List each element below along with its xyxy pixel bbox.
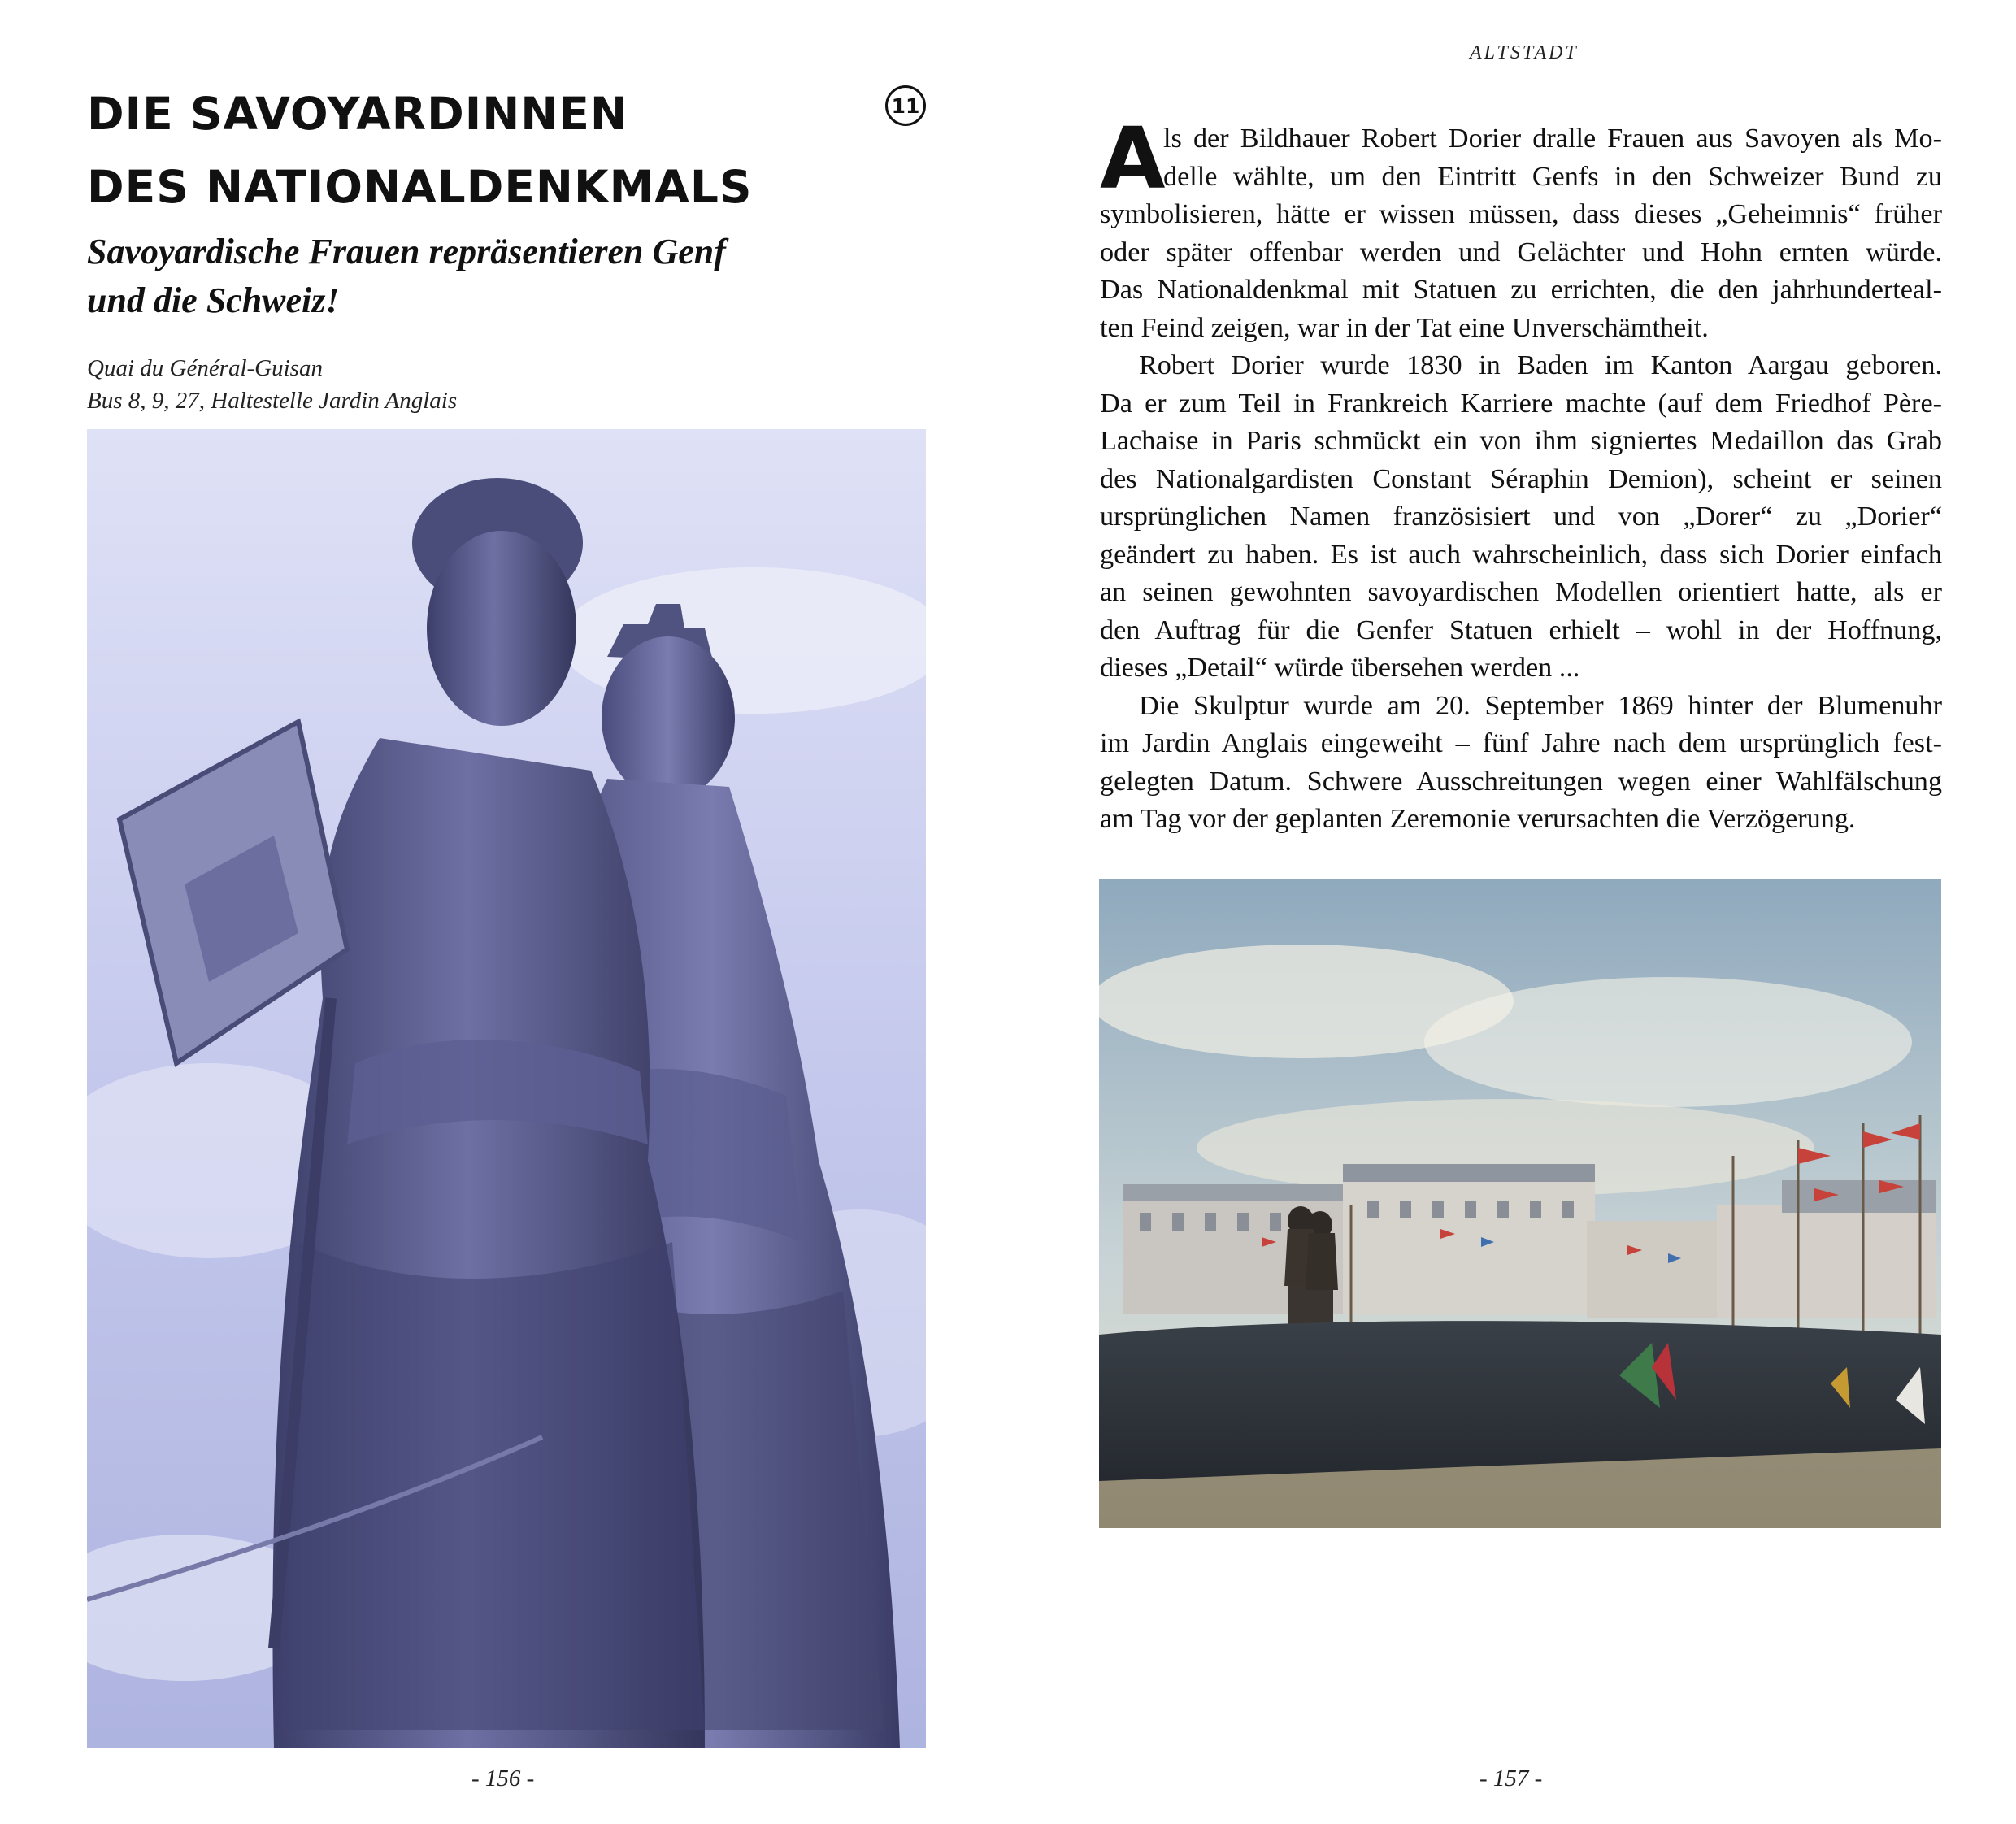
paragraph-1 xyxy=(1100,109,1942,347)
text-line: Das Nationaldenkmal mit Statuen zu errichten, die den jahrhunderteal- xyxy=(1100,275,1942,305)
subtitle-line-2: und die Schweiz! xyxy=(87,280,340,320)
right-page xyxy=(1008,0,2016,1824)
text-line: an seinen gewohnten savoyardischen Modellen orientiert hatte, als er xyxy=(1100,577,1942,607)
entry-number-badge: 11 xyxy=(885,85,926,126)
text-line: den Auftrag für die Genfer Statuen erhielt – wohl in der Hoffnung, xyxy=(1100,615,1942,645)
text-line: ursprünglichen Namen französisiert und von „Dorer“ zu „Dorier“ xyxy=(1100,502,1942,532)
text-line: Robert Dorier wurde 1830 in Baden im Kanton Aargau geboren. xyxy=(1139,350,1942,380)
paragraph-2 xyxy=(1100,347,1942,688)
text-line: des Nationalgardisten Constant Séraphin Demion), scheint er seinen xyxy=(1100,463,1942,494)
text-line: gelegten Datum. Schwere Ausschreitungen wegen einer Wahlfälschung xyxy=(1100,766,1942,797)
title-line-2: DES NATIONALDENKMALS xyxy=(87,161,753,213)
subtitle xyxy=(87,228,726,325)
address-block xyxy=(87,352,457,417)
text-line: Die Skulptur wurde am 20. September 1869 hinter der Blumenuhr xyxy=(1139,690,1942,721)
text-line: Da er zum Teil in Frankreich Karriere machte (auf dem Friedhof Père- xyxy=(1100,388,1942,419)
title-line-1: DIE SAVOYARDINNEN xyxy=(87,88,628,140)
text-line: geändert zu haben. Es ist auch wahrscheinlich, dass sich Dorier einfach xyxy=(1100,539,1942,570)
page-title xyxy=(87,77,753,224)
page-number: - 156 - xyxy=(471,1765,535,1791)
text-line: ten Feind zeigen, war in der Tat eine Unverschämtheit. xyxy=(1100,312,1709,343)
historical-painting xyxy=(1099,879,1941,1528)
text-line: ls der Bildhauer Robert Dorier dralle Frauen aus Savoyen als Mo- xyxy=(1163,124,1942,154)
text-line: am Tag vor der geplanten Zeremonie verursachten die Verzögerung. xyxy=(1100,804,1856,834)
address-transit: Bus 8, 9, 27, Haltestelle Jardin Anglais xyxy=(87,388,458,414)
page-number: - 157 - xyxy=(1479,1765,1543,1791)
text-line: symbolisieren, hätte er wissen müssen, dass dieses „Geheimnis“ früher xyxy=(1100,199,1942,229)
painting-illustration xyxy=(1099,879,1941,1528)
statue-illustration xyxy=(87,429,926,1748)
text-line: im Jardin Anglais eingeweiht – fünf Jahre nach dem ursprünglich fest- xyxy=(1100,728,1942,758)
subtitle-line-1: Savoyardische Frauen repräsentieren Genf xyxy=(87,232,726,271)
text-line: oder später offenbar werden und Gelächter und Hohn ernten würde. xyxy=(1100,237,1942,267)
address-street: Quai du Général-Guisan xyxy=(87,355,323,381)
paragraph-3 xyxy=(1100,688,1942,839)
body-text xyxy=(1100,109,1942,839)
text-line: Lachaise in Paris schmückt ein von ihm signiertes Medaillon das Grab xyxy=(1100,426,1942,456)
text-line: delle wählte, um den Eintritt Genfs in den Schweizer Bund zu xyxy=(1163,161,1942,192)
running-head: ALTSTADT xyxy=(1470,42,1579,63)
drop-cap: A xyxy=(1100,109,1166,208)
statue-photo xyxy=(87,429,926,1748)
text-line: dieses „Detail“ würde übersehen werden ... xyxy=(1100,653,1580,683)
